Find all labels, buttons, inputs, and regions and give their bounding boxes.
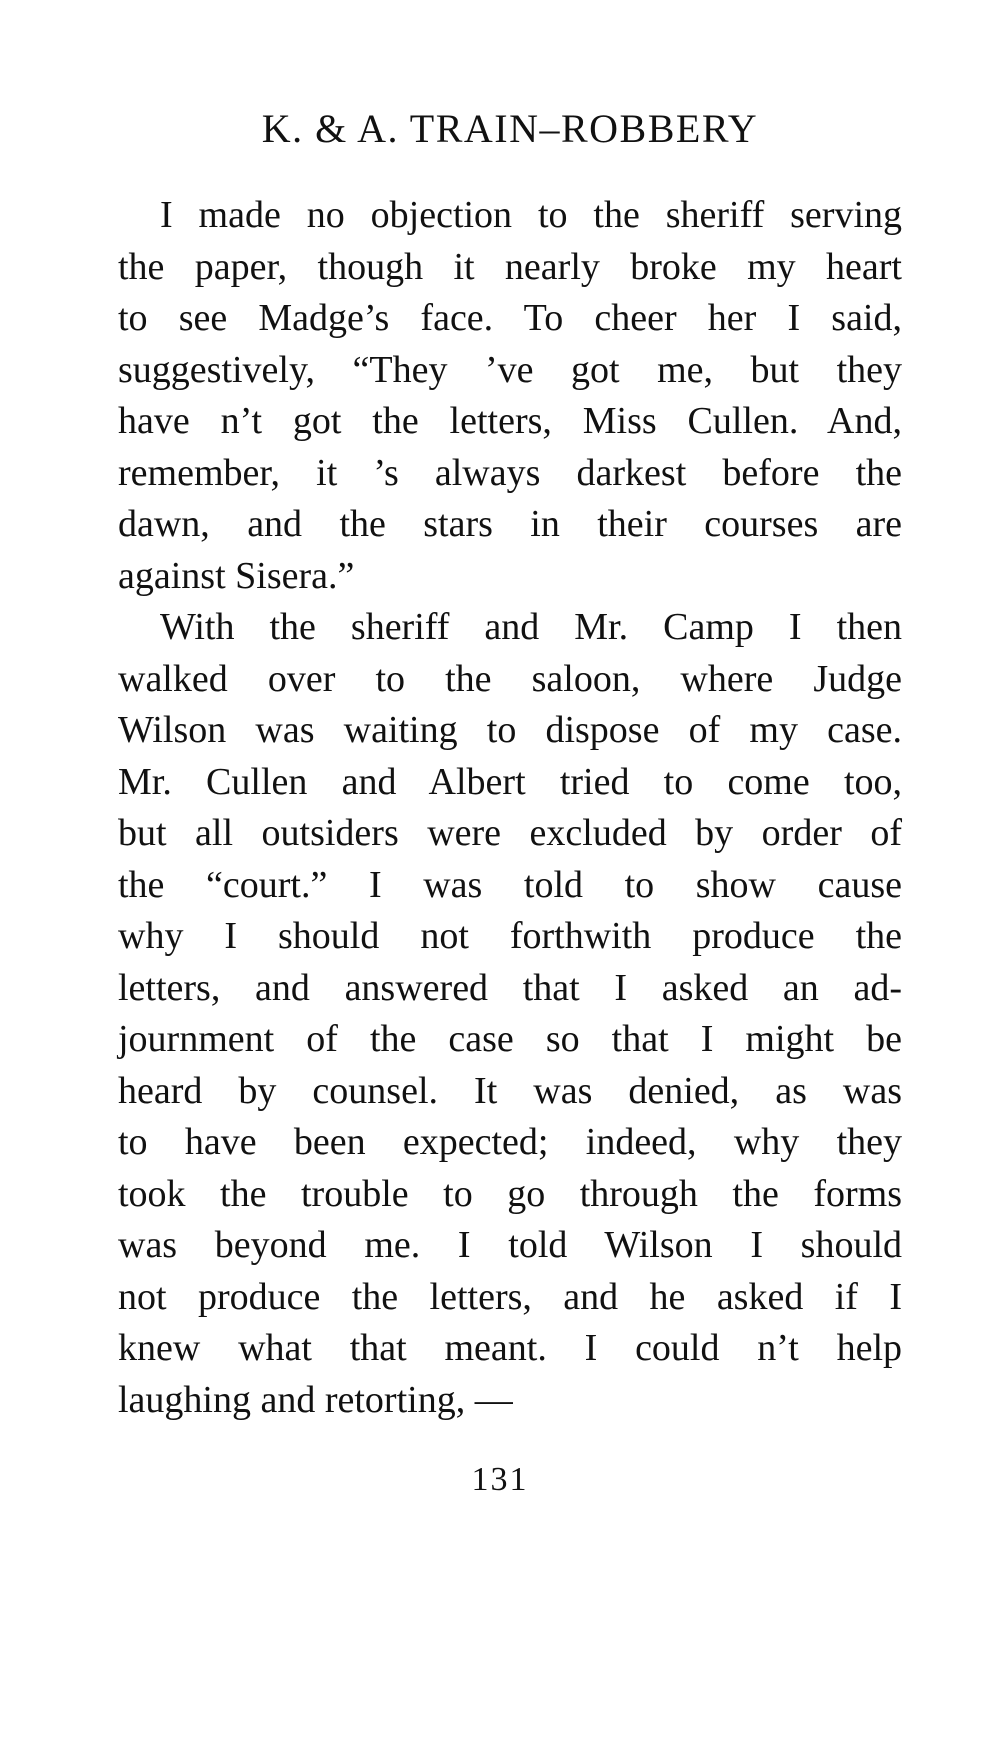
page-number: 131 <box>471 1461 529 1498</box>
text-line: remember, it ’s always darkest before the <box>118 451 902 494</box>
text-line: walked over to the saloon, where Judge <box>118 657 902 700</box>
text-line: Mr. Cullen and Albert tried to come too, <box>118 760 902 803</box>
text-line: Wilson was waiting to dispose of my case. <box>118 709 902 751</box>
text-line: to have been expected; indeed, why they <box>118 1121 902 1163</box>
text-line: have n’t got the letters, Miss Cullen. And, <box>118 400 902 442</box>
text-line: suggestively, “They ’ve got me, but they <box>118 348 902 391</box>
body-text <box>118 190 902 1426</box>
paragraph-2 <box>118 602 902 1426</box>
text-line: why I should not forthwith produce the <box>118 915 902 957</box>
paragraph-1 <box>118 190 902 602</box>
text-line: was beyond me. I told Wilson I should <box>118 1224 902 1266</box>
text-line: against Sisera.” <box>118 554 355 597</box>
text-line: dawn, and the stars in their courses are <box>118 503 902 545</box>
text-line: to see Madge’s face. To cheer her I said, <box>118 297 902 339</box>
text-line: I made no objection to the sheriff serving <box>160 194 902 236</box>
text-line: knew what that meant. I could n’t help <box>118 1327 902 1369</box>
text-line: heard by counsel. It was denied, as was <box>118 1069 902 1112</box>
running-head: K. & A. TRAIN–ROBBERY <box>261 106 759 151</box>
text-line: journment of the case so that I might be <box>118 1018 902 1060</box>
text-line: not produce the letters, and he asked if I <box>118 1275 902 1318</box>
text-line: but all outsiders were excluded by order of <box>118 812 902 854</box>
text-line: With the sheriff and Mr. Camp I then <box>160 606 902 648</box>
text-line: laughing and retorting, — <box>118 1378 513 1421</box>
text-line: took the trouble to go through the forms <box>118 1172 902 1215</box>
text-line: the paper, though it nearly broke my heart <box>118 245 902 288</box>
text-line: letters, and answered that I asked an ad- <box>118 966 902 1009</box>
text-line: the “court.” I was told to show cause <box>118 863 902 906</box>
